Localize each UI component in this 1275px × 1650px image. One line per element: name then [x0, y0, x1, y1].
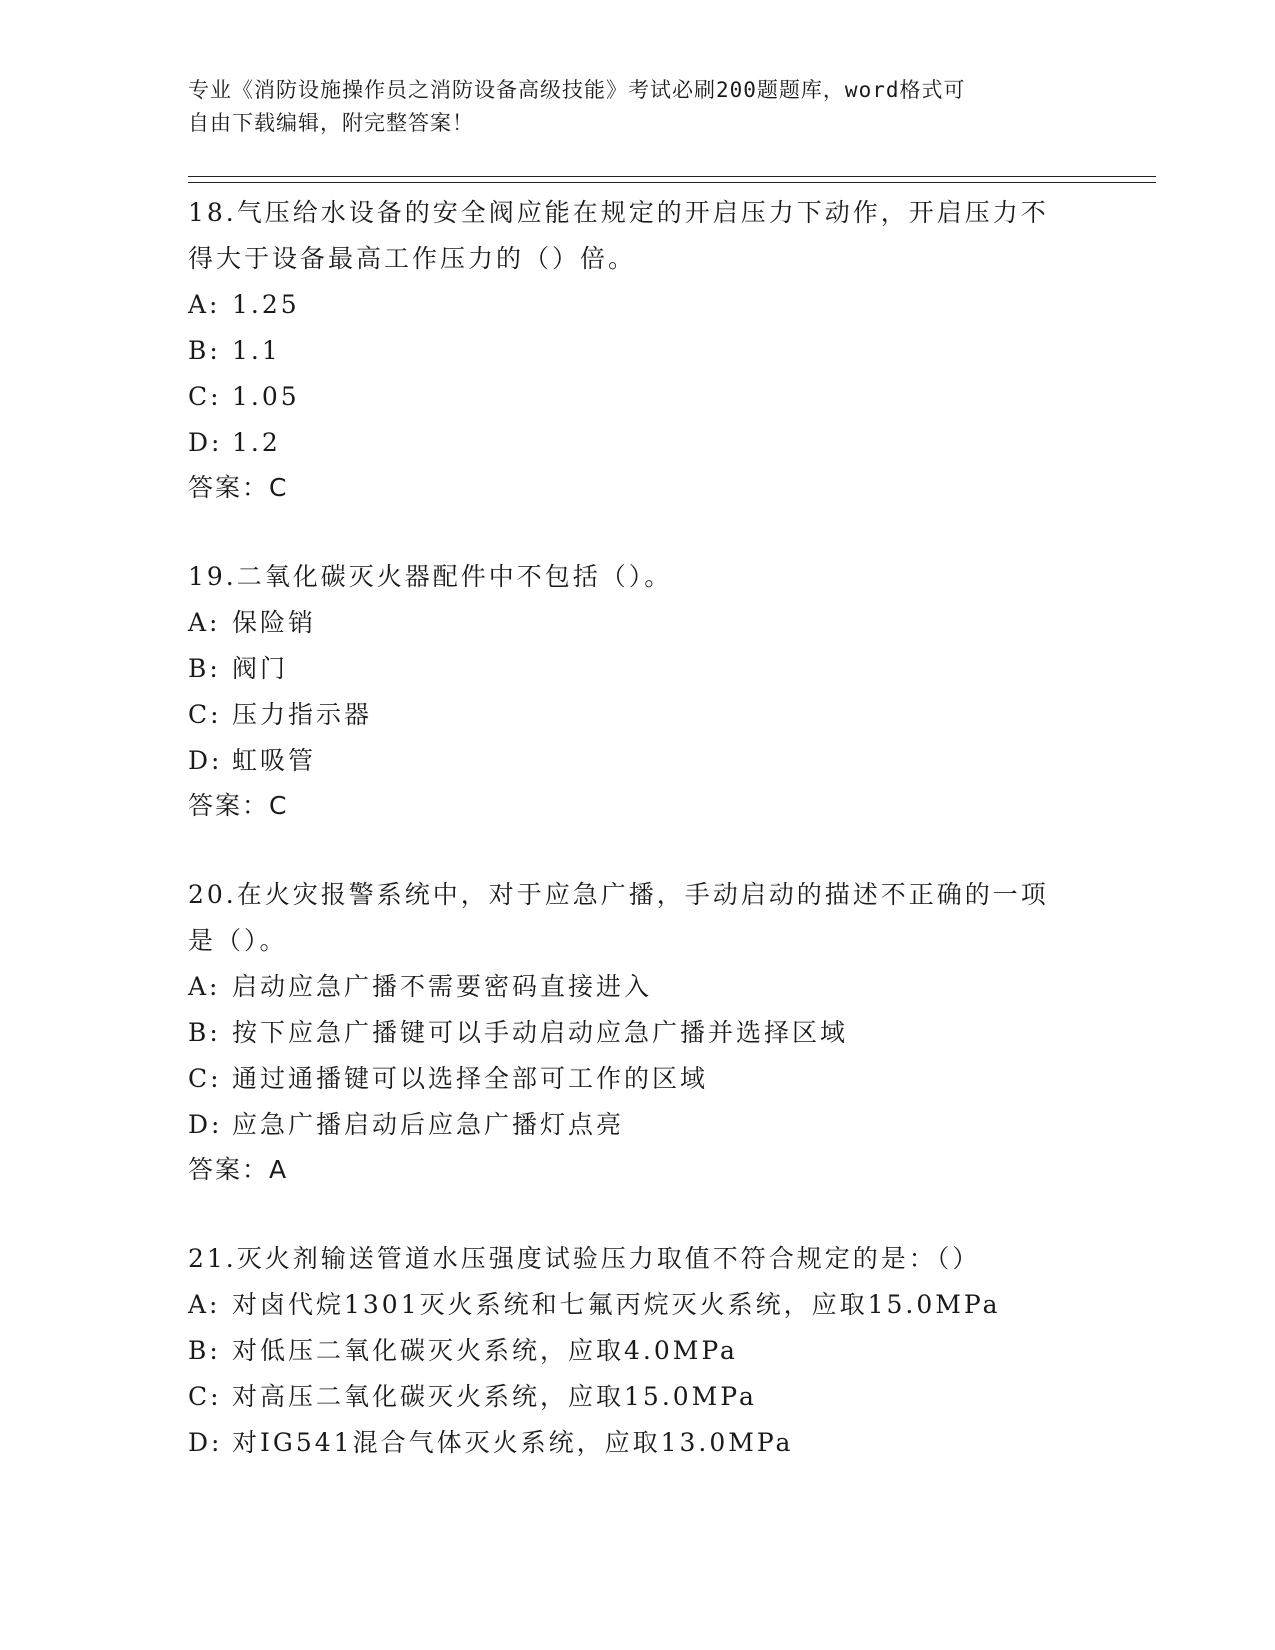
question-stem-line: 是（）。 — [188, 926, 288, 955]
option-letter: A: — [188, 290, 221, 319]
header-line-2: 自由下载编辑，附完整答案！ — [188, 111, 474, 135]
option-letter: D: — [188, 746, 223, 775]
option-text: 对高压二氧化碳灭火系统，应取15.0MPa — [232, 1382, 757, 1411]
option-text: 虹吸管 — [232, 746, 317, 775]
option-c — [188, 1374, 1088, 1420]
question-list — [188, 190, 1088, 1510]
option-letter: D: — [188, 1428, 223, 1457]
question-stem — [188, 1236, 1088, 1282]
option-text: 对卤代烷1301灭火系统和七氟丙烷灭火系统，应取15.0MPa — [232, 1290, 1001, 1319]
option-letter: B: — [188, 654, 221, 683]
option-letter: C: — [188, 1064, 222, 1093]
header-divider-bottom — [188, 182, 1156, 183]
option-text: 应急广播启动后应急广播灯点亮 — [232, 1110, 625, 1139]
option-d — [188, 1420, 1088, 1466]
option-text: 通过通播键可以选择全部可工作的区域 — [232, 1064, 709, 1093]
option-letter: C: — [188, 382, 222, 411]
option-d — [188, 738, 1088, 784]
option-text: 1.25 — [232, 290, 300, 319]
document-header — [188, 74, 1068, 140]
answer: 答案：C — [188, 791, 289, 820]
question-20 — [188, 872, 1088, 1192]
option-text: 对IG541混合气体灭火系统，应取13.0MPa — [232, 1428, 794, 1457]
question-stem — [188, 190, 1088, 282]
option-d — [188, 420, 1088, 466]
option-c — [188, 1056, 1088, 1102]
answer: 答案：C — [188, 473, 289, 502]
option-text: 对低压二氧化碳灭火系统，应取4.0MPa — [232, 1336, 738, 1365]
option-letter: A: — [188, 1290, 221, 1319]
question-21 — [188, 1236, 1088, 1466]
question-stem-line: 21.灭火剂输送管道水压强度试验压力取值不符合规定的是：（） — [188, 1244, 981, 1273]
question-18 — [188, 190, 1088, 510]
option-letter: B: — [188, 1018, 221, 1047]
option-b — [188, 646, 1088, 692]
option-b — [188, 1010, 1088, 1056]
option-text: 阀门 — [232, 654, 289, 683]
option-c — [188, 374, 1088, 420]
question-stem-line: 得大于设备最高工作压力的（）倍。 — [188, 244, 637, 273]
option-b — [188, 1328, 1088, 1374]
option-a — [188, 282, 1088, 328]
question-stem-line: 20.在火灾报警系统中，对于应急广播，手动启动的描述不正确的一项 — [188, 880, 1049, 909]
option-text: 1.1 — [232, 336, 281, 365]
question-stem-line: 19.二氧化碳灭火器配件中不包括（）。 — [188, 562, 673, 591]
option-letter: D: — [188, 1110, 223, 1139]
option-b — [188, 328, 1088, 374]
answer: 答案：A — [188, 1155, 289, 1184]
option-c — [188, 692, 1088, 738]
option-letter: D: — [188, 428, 223, 457]
question-stem — [188, 554, 1088, 600]
option-letter: C: — [188, 1382, 222, 1411]
header-divider-top — [188, 176, 1156, 177]
option-letter: B: — [188, 1336, 221, 1365]
option-text: 1.05 — [232, 382, 300, 411]
option-d — [188, 1102, 1088, 1148]
question-stem-line: 18.气压给水设备的安全阀应能在规定的开启压力下动作，开启压力不 — [188, 198, 1049, 227]
option-text: 保险销 — [232, 608, 317, 637]
question-19 — [188, 554, 1088, 828]
option-text: 按下应急广播键可以手动启动应急广播并选择区域 — [232, 1018, 849, 1047]
option-text: 压力指示器 — [232, 700, 373, 729]
option-text: 启动应急广播不需要密码直接进入 — [232, 972, 653, 1001]
option-letter: A: — [188, 608, 221, 637]
option-letter: A: — [188, 972, 221, 1001]
option-letter: C: — [188, 700, 222, 729]
header-line-1: 专业《消防设施操作员之消防设备高级技能》考试必刷200题题库，word格式可 — [188, 78, 966, 102]
option-a — [188, 964, 1088, 1010]
option-text: 1.2 — [232, 428, 281, 457]
question-stem — [188, 872, 1088, 964]
option-letter: B: — [188, 336, 221, 365]
option-a — [188, 1282, 1088, 1328]
option-a — [188, 600, 1088, 646]
